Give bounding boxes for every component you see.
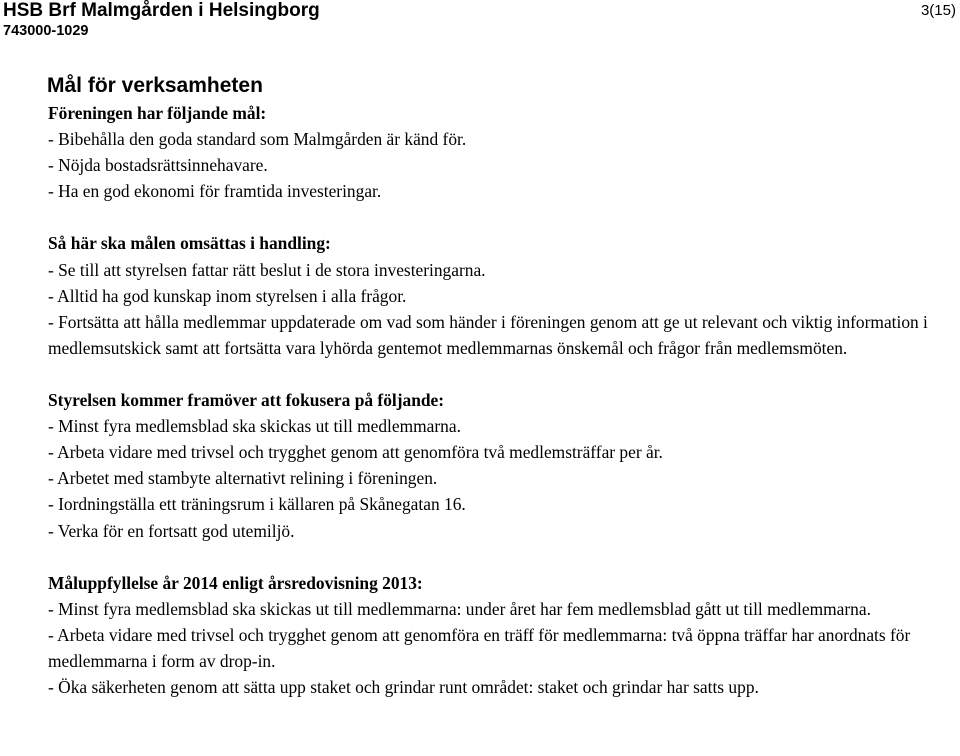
spacer bbox=[48, 361, 953, 387]
implementation-item: - Se till att styrelsen fattar rätt beslut i de stora investeringarna. bbox=[48, 259, 486, 280]
focus-section bbox=[48, 387, 953, 544]
page-title: Mål för verksamheten bbox=[47, 74, 263, 97]
page-number: 3(15) bbox=[920, 2, 956, 19]
fulfillment-heading: Måluppfyllelse år 2014 enligt årsredovisning 2013: bbox=[48, 572, 423, 593]
fulfillment-item: - Arbeta vidare med trivsel och trygghet genom att genomföra en träff för medlemmarna: två öppna träffar har anordnats för medlemmarna i form av drop-in. bbox=[48, 624, 911, 671]
implementation-section bbox=[48, 230, 953, 360]
document-body bbox=[48, 100, 953, 700]
spacer bbox=[48, 204, 953, 230]
focus-item: - Arbetet med stambyte alternativt relining i föreningen. bbox=[48, 468, 438, 489]
focus-item: - Iordningställa ett träningsrum i källaren på Skånegatan 16. bbox=[48, 494, 466, 515]
goals-heading: Föreningen har följande mål: bbox=[48, 103, 267, 123]
fulfillment-item: - Minst fyra medlemsblad ska skickas ut till medlemmarna: under året har fem medlemsblad gått ut till medlemmarna. bbox=[48, 598, 871, 619]
spacer bbox=[48, 544, 953, 570]
goal-item: - Bibehålla den goda standard som Malmgården är känd för. bbox=[48, 129, 467, 150]
goal-item: - Ha en god ekonomi för framtida investeringar. bbox=[48, 181, 382, 202]
fulfillment-item: - Öka säkerheten genom att sätta upp staket och grindar runt området: staket och grindar har satts upp. bbox=[48, 677, 759, 698]
focus-heading: Styrelsen kommer framöver att fokusera på följande: bbox=[48, 390, 445, 411]
implementation-heading: Så här ska målen omsättas i handling: bbox=[48, 233, 331, 254]
implementation-item: - Alltid ha god kunskap inom styrelsen i alla frågor. bbox=[48, 285, 407, 306]
focus-item: - Verka för en fortsatt god utemiljö. bbox=[48, 520, 295, 541]
focus-item: - Arbeta vidare med trivsel och trygghet genom att genomföra två medlemsträffar per år. bbox=[48, 442, 663, 463]
implementation-item: - Fortsätta att hålla medlemmar uppdaterade om vad som händer i föreningen genom att ge ut relevant och viktig information i medlemsutskick samt att fortsätta vara lyhörda gentemot medlemmarnas önskemål och frågor från medlemsmöten. bbox=[48, 311, 928, 358]
organization-number: 743000-1029 bbox=[3, 23, 89, 39]
organization-name: HSB Brf Malmgården i Helsingborg bbox=[3, 0, 320, 21]
goal-item: - Nöjda bostadsrättsinnehavare. bbox=[48, 155, 268, 176]
fulfillment-section bbox=[48, 570, 953, 700]
focus-item: - Minst fyra medlemsblad ska skickas ut till medlemmarna. bbox=[48, 416, 461, 437]
goals-section bbox=[48, 100, 953, 204]
